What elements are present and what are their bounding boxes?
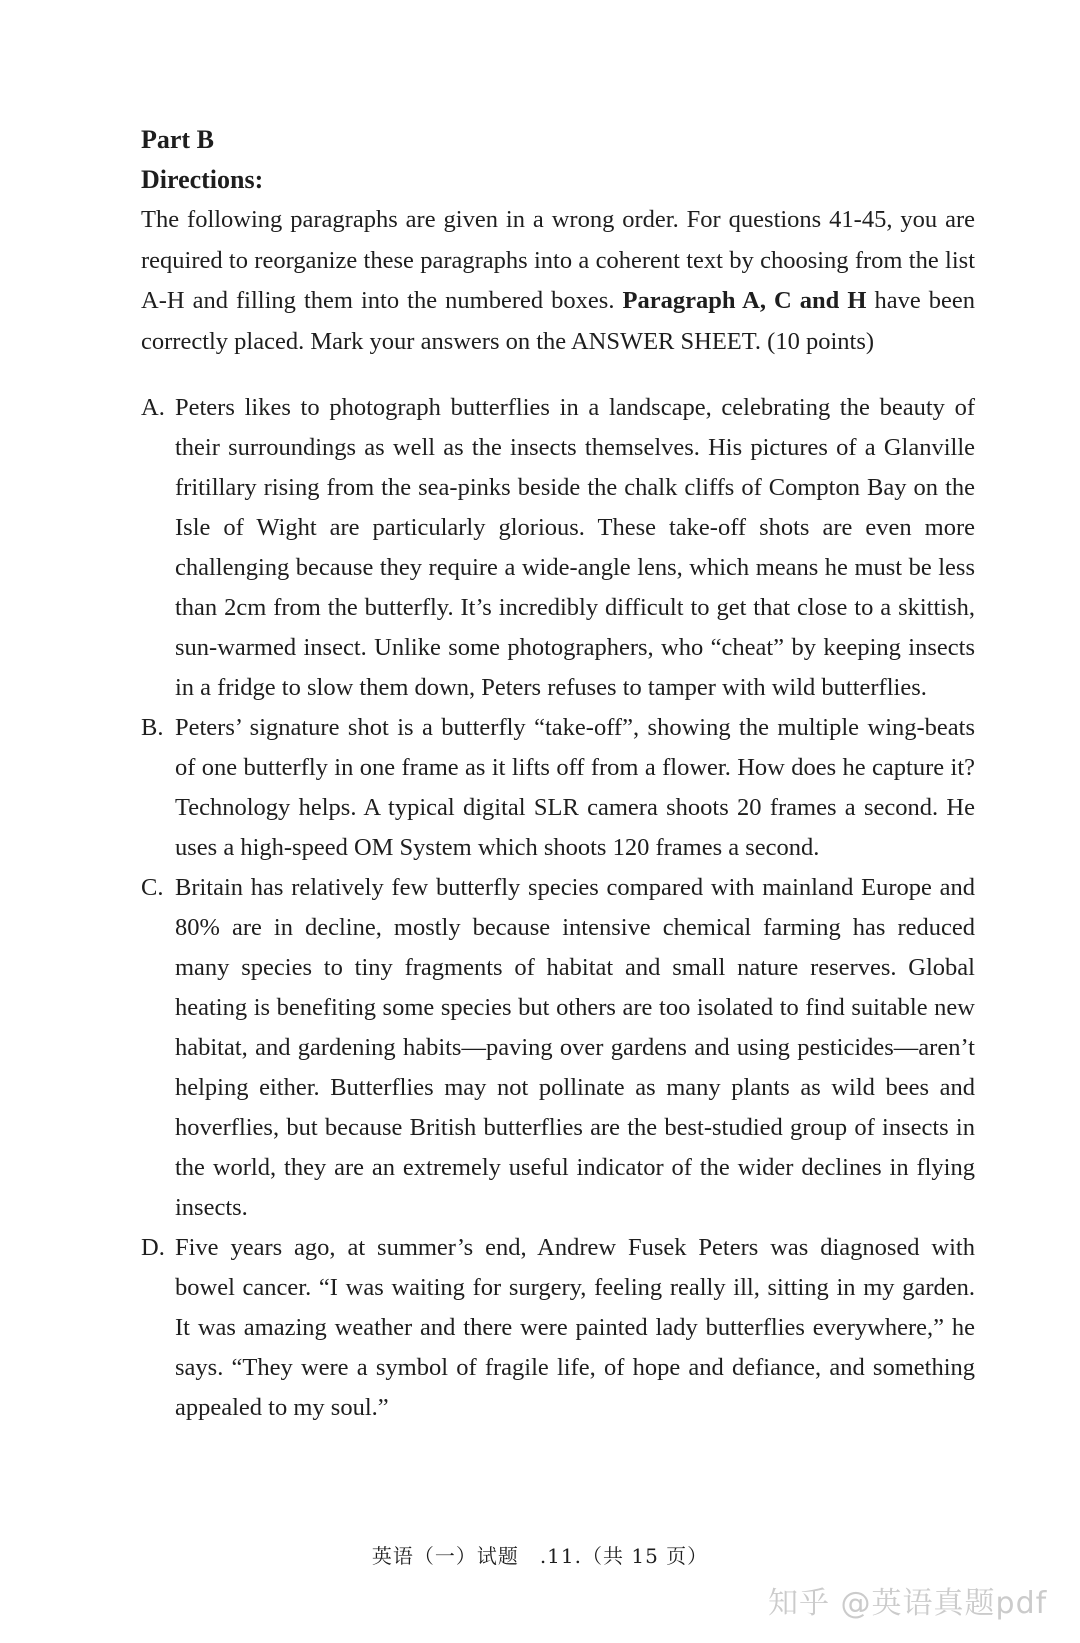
directions-text-bold: Paragraph A, C and H [622,287,867,314]
paragraph-b [141,708,975,868]
paragraph-c [141,868,975,1228]
directions-text [141,200,975,362]
paragraph-d [141,1228,975,1428]
part-title: Part B [141,125,214,154]
paragraph-text: Five years ago, at summer’s end, Andrew Fusek Peters was diagnosed with bowel cancer. “I was waiting for surgery, feeling really ill, sitting in my garden. It was amazing weather and there were painted lady butterflies everywhere,” he says. “They were a symbol of fragile life, of hope and defiance, and something appealed to my soul.” [175,1234,975,1421]
directions-text-after: have been correctly placed. Mark your answers on the ANSWER SHEET. (10 points) [141,287,975,355]
paragraph-list [141,388,975,1428]
paragraph-a [141,388,975,708]
watermark: 知乎 @英语真题pdf [768,1586,1048,1621]
page-footer: 英语（一）试题 .11.（共 15 页） [371,1544,709,1568]
paragraph-letter: B. [141,714,164,741]
directions-heading: Directions: [141,165,264,194]
exam-page-content [141,120,975,1428]
paragraph-letter: D. [141,1234,165,1261]
directions-text-before: The following paragraphs are given in a wrong order. For questions 41-45, you are required to reorganize these paragraphs into a coherent text by choosing from the list A-H and filling them into the numbered boxes. [141,206,975,314]
paragraph-text: Peters likes to photograph butterflies in a landscape, celebrating the beauty of their surroundings as well as the insects themselves. His pictures of a Glanville fritillary rising from the sea-pinks beside the chalk cliffs of Compton Bay on the Isle of Wight are particularly glorious. These take-off shots are even more challenging because they require a wide-angle lens, which means he must be less than 2cm from the butterfly. It’s incredibly difficult to get that close to a skittish, sun-warmed insect. Unlike some photographers, who “cheat” by keeping insects in a fridge to slow them down, Peters refuses to tamper with wild butterflies. [175,394,975,701]
paragraph-text: Britain has relatively few butterfly species compared with mainland Europe and 80% are in decline, mostly because intensive chemical farming has reduced many species to tiny fragments of habitat and small nature reserves. Global heating is benefiting some species but others are too isolated to find suitable new habitat, and gardening habits—paving over gardens and using pesticides—aren’t helping either. Butterflies may not pollinate as many plants as wild bees and hoverflies, but because British butterflies are the best-studied group of insects in the world, they are an extremely useful indicator of the wider declines in flying insects. [175,874,975,1221]
paragraph-text: Peters’ signature shot is a butterfly “take-off”, showing the multiple wing-beats of one butterfly in one frame as it lifts off from a flower. How does he capture it? Technology helps. A typical digital SLR camera shoots 20 frames a second. He uses a high-speed OM System which shoots 120 frames a second. [175,714,975,861]
paragraph-letter: A. [141,394,165,421]
paragraph-letter: C. [141,874,164,901]
